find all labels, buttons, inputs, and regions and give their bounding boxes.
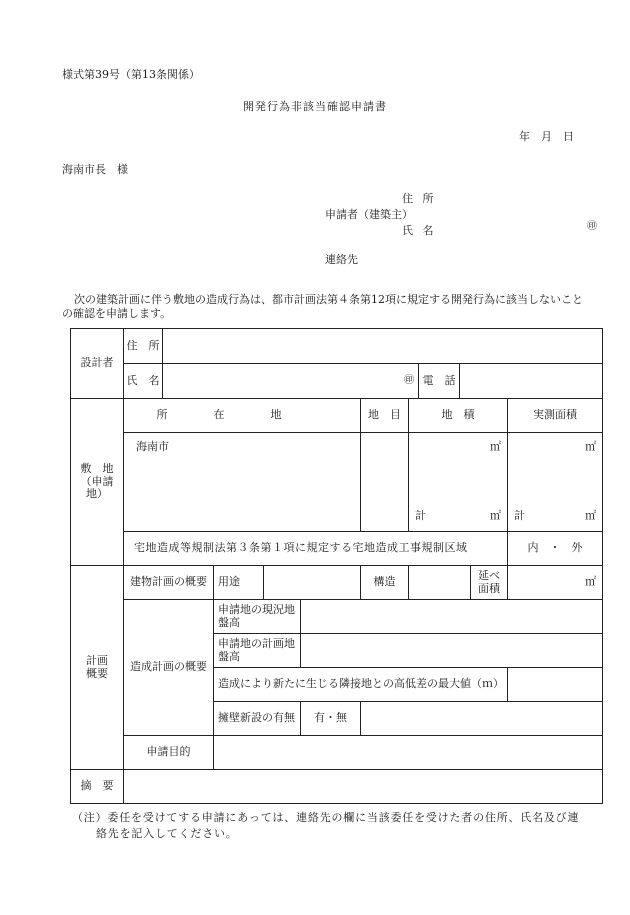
use-label: 用途 [214, 566, 264, 600]
current-ground-field[interactable] [301, 600, 603, 634]
designer-address-row[interactable] [124, 329, 603, 364]
addressee: 海南市長 様 [62, 163, 128, 176]
designer-name-row[interactable] [124, 364, 603, 399]
application-form-table [70, 328, 603, 804]
location-header: 所在地 [124, 399, 361, 433]
site-section-label [71, 399, 124, 566]
plan-section-label [71, 566, 124, 770]
measured-area-field[interactable] [508, 433, 603, 532]
remarks-label: 摘 要 [71, 770, 124, 804]
floor-area-field[interactable] [508, 566, 603, 600]
note-line2: 絡先を記入してください。 [96, 827, 238, 840]
designer-name-label: 氏 名 [124, 364, 163, 398]
purpose-field[interactable] [214, 736, 603, 770]
measured-area-header: 実測面積 [508, 399, 603, 433]
lot-type-field[interactable] [361, 433, 409, 532]
area-total-label: 計 [415, 509, 426, 523]
planned-ground-field[interactable] [301, 634, 603, 668]
applicant-name-label: 氏 名 [402, 224, 434, 237]
max-height-diff-field[interactable] [508, 668, 603, 702]
use-field[interactable] [264, 566, 361, 600]
date-line: 年 月 日 [519, 130, 574, 143]
site-section-line1: 敷 地 [80, 462, 114, 476]
location-prefix: 海南市 [136, 440, 169, 453]
designer-seal-mark: ㊞ [404, 375, 415, 387]
remarks-field[interactable] [124, 770, 603, 804]
retaining-wall-choice[interactable]: 有・無 [301, 702, 361, 736]
retaining-wall-label: 擁壁新設の有無 [214, 702, 301, 736]
structure-field[interactable] [409, 566, 471, 600]
max-height-diff-label: 造成により新たに生じる隣接地との高低差の最大値（ｍ） [214, 668, 508, 702]
measured-total-label: 計 [514, 509, 525, 523]
area-unit: ㎡ [490, 440, 501, 453]
area-total-unit: ㎡ [490, 509, 501, 523]
site-section-line2: （申請地） [80, 474, 114, 501]
planned-ground-label: 申請地の計画地盤高 [214, 634, 301, 668]
floor-area-unit: ㎡ [585, 575, 597, 589]
measured-area-unit: ㎡ [585, 440, 597, 453]
retaining-wall-blank[interactable] [361, 702, 603, 736]
applicant-label: 申請者（建築主） [325, 208, 413, 221]
designer-address-label: 住 所 [124, 329, 163, 363]
grading-plan-label: 造成計画の概要 [124, 600, 214, 736]
measured-total-unit: ㎡ [585, 509, 597, 523]
lot-type-header: 地 目 [361, 399, 409, 433]
plan-section-line1: 計画 [86, 653, 108, 667]
structure-label: 構造 [361, 566, 409, 600]
floor-area-label: 延べ面積 [471, 566, 508, 600]
current-ground-label: 申請地の現況地盤高 [214, 600, 301, 634]
applicant-address-label: 住 所 [402, 192, 434, 205]
area-header: 地 積 [409, 399, 508, 433]
designer-phone-label: 電 話 [418, 364, 460, 398]
building-plan-label: 建物計画の概要 [124, 566, 214, 600]
plan-section-line2: 概要 [86, 666, 108, 680]
area-field[interactable] [409, 433, 508, 532]
note-line1: （注）委任を受けてする申請にあっては、連絡先の欄に当該委任を受けた者の住所、氏名及び連 [72, 811, 580, 824]
purpose-label: 申請目的 [124, 736, 214, 770]
location-field[interactable] [124, 433, 361, 532]
document-title: 開発行為非該当確認申請書 [243, 100, 387, 113]
designer-section-label: 設計者 [71, 329, 124, 399]
applicant-seal-mark: ㊞ [587, 221, 597, 232]
regulation-area-text: 宅地造成等規制法第３条第１項に規定する宅地造成工事規制区域 [124, 532, 508, 566]
applicant-contact-label: 連絡先 [325, 253, 358, 266]
regulation-area-choice[interactable]: 内 ・ 外 [508, 532, 603, 566]
note [72, 810, 602, 842]
form-number: 様式第39号（第13条関係） [62, 68, 200, 81]
intro-statement: 次の建築計画に伴う敷地の造成行為は、都市計画法第４条第12項に規定する開発行為に該当しないことの確認を申請します。 [62, 293, 583, 320]
